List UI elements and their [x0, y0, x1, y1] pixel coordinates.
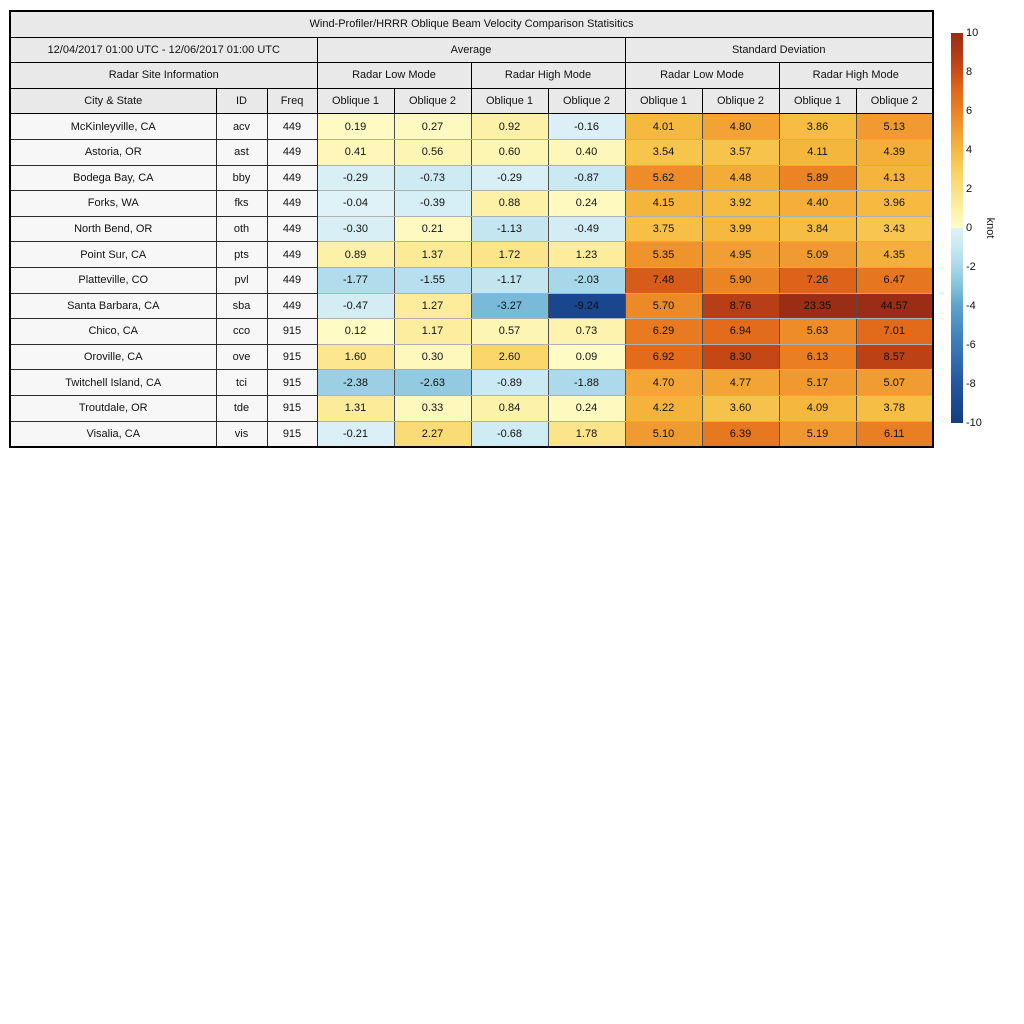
date-range: 12/04/2017 01:00 UTC - 12/06/2017 01:00 UTC	[10, 37, 317, 63]
group-header-avg-low-mode: Radar Low Mode	[317, 63, 471, 89]
cell-avg-low-oblique2: 0.33	[394, 395, 471, 421]
colorbar-unit-label: knot	[984, 217, 996, 239]
cell-avg-low-oblique2: -0.39	[394, 191, 471, 217]
group-header-row-1	[10, 37, 933, 63]
row-id: tci	[216, 370, 267, 396]
cell-avg-low-oblique2: -1.55	[394, 267, 471, 293]
row-id: pts	[216, 242, 267, 268]
cell-sd-high-oblique2: 5.07	[856, 370, 933, 396]
cell-sd-high-oblique1: 4.40	[779, 191, 856, 217]
cell-sd-high-oblique1: 5.63	[779, 319, 856, 345]
cell-sd-low-oblique2: 6.94	[702, 319, 779, 345]
cell-avg-low-oblique1: -1.77	[317, 267, 394, 293]
col-header-avg-low-oblique1: Oblique 1	[317, 88, 394, 114]
row-id: fks	[216, 191, 267, 217]
row-id: cco	[216, 319, 267, 345]
cell-avg-high-oblique1: -0.89	[471, 370, 548, 396]
cell-sd-low-oblique1: 5.62	[625, 165, 702, 191]
cell-sd-low-oblique2: 8.30	[702, 344, 779, 370]
cell-avg-high-oblique2: -0.16	[548, 114, 625, 140]
cell-sd-high-oblique1: 6.13	[779, 344, 856, 370]
cell-avg-low-oblique1: 0.89	[317, 242, 394, 268]
cell-sd-low-oblique2: 8.76	[702, 293, 779, 319]
cell-sd-high-oblique1: 4.11	[779, 139, 856, 165]
group-header-avg-high-mode: Radar High Mode	[471, 63, 625, 89]
table-row	[10, 293, 933, 319]
row-city: McKinleyville, CA	[10, 114, 216, 140]
cell-sd-high-oblique2: 6.11	[856, 421, 933, 447]
cell-sd-low-oblique1: 4.70	[625, 370, 702, 396]
row-freq: 915	[267, 344, 317, 370]
cell-avg-high-oblique1: -1.17	[471, 267, 548, 293]
cell-avg-low-oblique2: -2.63	[394, 370, 471, 396]
cell-avg-high-oblique2: 0.24	[548, 395, 625, 421]
table-row	[10, 242, 933, 268]
row-freq: 915	[267, 370, 317, 396]
cell-sd-low-oblique1: 5.35	[625, 242, 702, 268]
cell-avg-low-oblique1: 0.19	[317, 114, 394, 140]
table-row	[10, 421, 933, 447]
cell-avg-low-oblique1: 1.60	[317, 344, 394, 370]
cell-avg-high-oblique2: 0.73	[548, 319, 625, 345]
cell-avg-low-oblique1: 0.12	[317, 319, 394, 345]
row-city: Bodega Bay, CA	[10, 165, 216, 191]
cell-avg-high-oblique1: 0.84	[471, 395, 548, 421]
cell-avg-low-oblique2: 1.17	[394, 319, 471, 345]
row-city: Troutdale, OR	[10, 395, 216, 421]
cell-sd-high-oblique2: 5.13	[856, 114, 933, 140]
cell-sd-low-oblique2: 3.60	[702, 395, 779, 421]
cell-avg-high-oblique1: 1.72	[471, 242, 548, 268]
cell-avg-high-oblique1: -0.68	[471, 421, 548, 447]
cell-sd-high-oblique2: 4.35	[856, 242, 933, 268]
row-city: Chico, CA	[10, 319, 216, 345]
cell-sd-low-oblique2: 6.39	[702, 421, 779, 447]
col-header-sd-low-oblique2: Oblique 2	[702, 88, 779, 114]
cell-sd-high-oblique1: 4.09	[779, 395, 856, 421]
colorbar-tick-label: 4	[966, 143, 973, 156]
table-row	[10, 165, 933, 191]
row-freq: 449	[267, 293, 317, 319]
cell-sd-high-oblique1: 3.86	[779, 114, 856, 140]
row-freq: 449	[267, 114, 317, 140]
row-city: Visalia, CA	[10, 421, 216, 447]
col-header-city: City & State	[10, 88, 216, 114]
cell-sd-high-oblique2: 44.57	[856, 293, 933, 319]
cell-sd-low-oblique2: 3.92	[702, 191, 779, 217]
cell-avg-high-oblique1: 2.60	[471, 344, 548, 370]
row-city: Oroville, CA	[10, 344, 216, 370]
row-id: ast	[216, 139, 267, 165]
cell-sd-low-oblique2: 4.48	[702, 165, 779, 191]
cell-avg-low-oblique1: -0.29	[317, 165, 394, 191]
col-header-id: ID	[216, 88, 267, 114]
cell-sd-low-oblique1: 4.15	[625, 191, 702, 217]
cell-sd-low-oblique2: 4.77	[702, 370, 779, 396]
cell-avg-high-oblique2: 0.40	[548, 139, 625, 165]
table-row	[10, 319, 933, 345]
row-city: Forks, WA	[10, 191, 216, 217]
row-city: North Bend, OR	[10, 216, 216, 242]
row-freq: 449	[267, 139, 317, 165]
cell-avg-low-oblique1: 0.41	[317, 139, 394, 165]
row-freq: 449	[267, 165, 317, 191]
cell-avg-high-oblique1: -3.27	[471, 293, 548, 319]
cell-avg-low-oblique2: 1.27	[394, 293, 471, 319]
row-city: Santa Barbara, CA	[10, 293, 216, 319]
row-id: tde	[216, 395, 267, 421]
cell-avg-low-oblique1: -0.21	[317, 421, 394, 447]
row-city: Point Sur, CA	[10, 242, 216, 268]
table-row	[10, 267, 933, 293]
group-header-row-2	[10, 63, 933, 89]
colorbar-tick-label: -6	[966, 338, 976, 351]
cell-avg-low-oblique2: 0.56	[394, 139, 471, 165]
cell-avg-high-oblique2: -2.03	[548, 267, 625, 293]
group-header-std-dev: Standard Deviation	[625, 37, 933, 63]
cell-sd-low-oblique1: 4.22	[625, 395, 702, 421]
row-city: Astoria, OR	[10, 139, 216, 165]
colorbar-tick-label: -2	[966, 260, 976, 273]
table-row	[10, 114, 933, 140]
cell-sd-high-oblique2: 6.47	[856, 267, 933, 293]
cell-avg-low-oblique1: -0.04	[317, 191, 394, 217]
cell-avg-low-oblique2: 0.27	[394, 114, 471, 140]
cell-sd-high-oblique1: 5.19	[779, 421, 856, 447]
colorbar-tick-label: -4	[966, 299, 976, 312]
cell-avg-high-oblique2: -9.24	[548, 293, 625, 319]
cell-avg-low-oblique1: -2.38	[317, 370, 394, 396]
colorbar-tick-label: -10	[966, 416, 982, 429]
cell-avg-high-oblique2: -0.87	[548, 165, 625, 191]
row-id: pvl	[216, 267, 267, 293]
row-freq: 449	[267, 242, 317, 268]
cell-avg-low-oblique1: -0.47	[317, 293, 394, 319]
colorbar-tick-label: 2	[966, 182, 973, 195]
cell-sd-low-oblique1: 3.75	[625, 216, 702, 242]
cell-sd-high-oblique2: 4.13	[856, 165, 933, 191]
col-header-avg-low-oblique2: Oblique 2	[394, 88, 471, 114]
cell-avg-high-oblique1: 0.92	[471, 114, 548, 140]
column-header-row	[10, 88, 933, 114]
cell-avg-low-oblique1: 1.31	[317, 395, 394, 421]
cell-avg-high-oblique1: -1.13	[471, 216, 548, 242]
col-header-avg-high-oblique1: Oblique 1	[471, 88, 548, 114]
colorbar-gradient	[951, 33, 963, 423]
cell-avg-low-oblique2: 1.37	[394, 242, 471, 268]
col-header-avg-high-oblique2: Oblique 2	[548, 88, 625, 114]
cell-avg-low-oblique2: -0.73	[394, 165, 471, 191]
cell-avg-high-oblique2: -0.49	[548, 216, 625, 242]
col-header-sd-high-oblique1: Oblique 1	[779, 88, 856, 114]
table-row	[10, 191, 933, 217]
stats-table	[9, 10, 934, 448]
cell-sd-low-oblique1: 6.29	[625, 319, 702, 345]
col-header-sd-low-oblique1: Oblique 1	[625, 88, 702, 114]
row-freq: 915	[267, 395, 317, 421]
cell-sd-low-oblique1: 6.92	[625, 344, 702, 370]
cell-avg-low-oblique1: -0.30	[317, 216, 394, 242]
cell-sd-high-oblique2: 3.43	[856, 216, 933, 242]
row-freq: 449	[267, 267, 317, 293]
cell-sd-high-oblique2: 7.01	[856, 319, 933, 345]
cell-sd-high-oblique1: 5.17	[779, 370, 856, 396]
cell-sd-high-oblique1: 7.26	[779, 267, 856, 293]
cell-sd-high-oblique1: 5.09	[779, 242, 856, 268]
table-row	[10, 344, 933, 370]
row-id: oth	[216, 216, 267, 242]
row-freq: 915	[267, 319, 317, 345]
row-id: vis	[216, 421, 267, 447]
row-freq: 915	[267, 421, 317, 447]
group-header-sd-high-mode: Radar High Mode	[779, 63, 933, 89]
cell-avg-high-oblique1: 0.57	[471, 319, 548, 345]
cell-avg-low-oblique2: 2.27	[394, 421, 471, 447]
colorbar-tick-label: 0	[966, 221, 973, 234]
cell-avg-high-oblique2: -1.88	[548, 370, 625, 396]
cell-sd-low-oblique2: 3.99	[702, 216, 779, 242]
col-header-sd-high-oblique2: Oblique 2	[856, 88, 933, 114]
cell-sd-low-oblique2: 4.95	[702, 242, 779, 268]
cell-sd-high-oblique2: 3.78	[856, 395, 933, 421]
group-header-site-info: Radar Site Information	[10, 63, 317, 89]
cell-sd-low-oblique1: 4.01	[625, 114, 702, 140]
cell-sd-low-oblique2: 4.80	[702, 114, 779, 140]
cell-sd-low-oblique1: 7.48	[625, 267, 702, 293]
cell-avg-high-oblique2: 1.23	[548, 242, 625, 268]
cell-sd-low-oblique1: 3.54	[625, 139, 702, 165]
cell-avg-high-oblique1: 0.88	[471, 191, 548, 217]
cell-avg-high-oblique2: 0.09	[548, 344, 625, 370]
cell-avg-high-oblique2: 0.24	[548, 191, 625, 217]
col-header-freq: Freq	[267, 88, 317, 114]
colorbar-tick-label: 6	[966, 104, 973, 117]
title-row	[10, 11, 933, 37]
cell-sd-high-oblique2: 8.57	[856, 344, 933, 370]
cell-avg-high-oblique2: 1.78	[548, 421, 625, 447]
cell-sd-low-oblique1: 5.70	[625, 293, 702, 319]
row-city: Platteville, CO	[10, 267, 216, 293]
cell-avg-low-oblique2: 0.21	[394, 216, 471, 242]
row-freq: 449	[267, 216, 317, 242]
cell-sd-low-oblique2: 5.90	[702, 267, 779, 293]
group-header-sd-low-mode: Radar Low Mode	[625, 63, 779, 89]
cell-sd-high-oblique2: 3.96	[856, 191, 933, 217]
cell-avg-high-oblique1: 0.60	[471, 139, 548, 165]
row-id: bby	[216, 165, 267, 191]
row-freq: 449	[267, 191, 317, 217]
table-title: Wind-Profiler/HRRR Oblique Beam Velocity Comparison Statisitics	[10, 11, 933, 37]
cell-avg-high-oblique1: -0.29	[471, 165, 548, 191]
colorbar-tick-label: 8	[966, 65, 973, 78]
cell-avg-low-oblique2: 0.30	[394, 344, 471, 370]
cell-sd-low-oblique2: 3.57	[702, 139, 779, 165]
table-row	[10, 370, 933, 396]
table-row	[10, 139, 933, 165]
cell-sd-high-oblique1: 5.89	[779, 165, 856, 191]
table-row	[10, 216, 933, 242]
table-row	[10, 395, 933, 421]
row-id: acv	[216, 114, 267, 140]
cell-sd-high-oblique1: 23.35	[779, 293, 856, 319]
cell-sd-low-oblique1: 5.10	[625, 421, 702, 447]
row-id: ove	[216, 344, 267, 370]
row-city: Twitchell Island, CA	[10, 370, 216, 396]
cell-sd-high-oblique1: 3.84	[779, 216, 856, 242]
colorbar-tick-label: 10	[966, 26, 979, 39]
colorbar-tick-label: -8	[966, 377, 976, 390]
group-header-average: Average	[317, 37, 625, 63]
cell-sd-high-oblique2: 4.39	[856, 139, 933, 165]
row-id: sba	[216, 293, 267, 319]
